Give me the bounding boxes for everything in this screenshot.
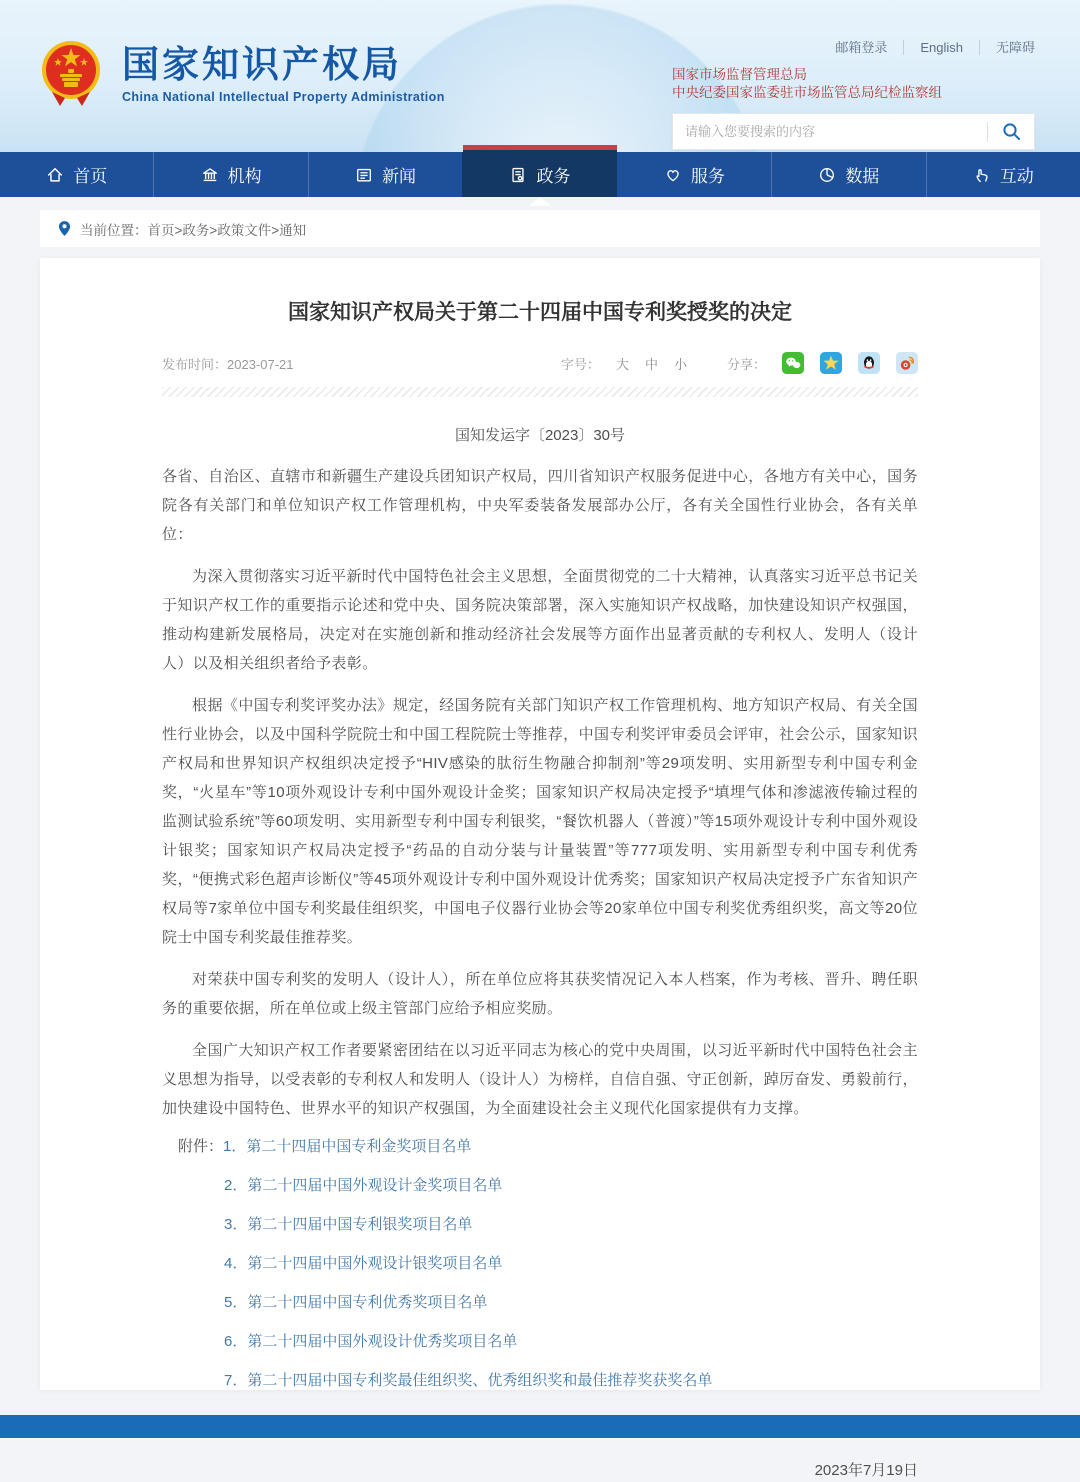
qzone-share-icon[interactable]	[820, 352, 842, 374]
attachment-link-2[interactable]: 2．第二十四届中国外观设计金奖项目名单	[224, 1177, 503, 1194]
fontsize-controls	[561, 354, 687, 373]
site-subtitle: China National Intellectual Property Administration	[122, 90, 445, 104]
article-title: 国家知识产权局关于第二十四届中国专利奖授奖的决定	[288, 301, 792, 324]
paragraph-salutation: 各省、自治区、直辖市和新疆生产建设兵团知识产权局，四川省知识产权服务促进中心，各地方有关中心，国务院各有关部门和单位知识产权工作管理机构，中央军委装备发展部办公厅，各有关全国性行业协会，各有关单位：	[162, 468, 918, 543]
national-emblem-icon	[38, 38, 104, 110]
main-nav	[0, 152, 1080, 197]
signature-date: 2023年7月19日	[814, 1462, 918, 1479]
related-agency-links	[672, 66, 1035, 102]
search-icon	[1002, 122, 1021, 141]
nav-tab-news[interactable]	[308, 152, 462, 197]
publish-info	[162, 354, 294, 373]
related-link-samr[interactable]: 国家市场监督管理总局	[672, 67, 807, 82]
article-card	[40, 258, 1040, 1479]
breadcrumb-label: 当前位置：	[80, 222, 148, 238]
home-icon	[46, 166, 64, 184]
wechat-share-icon[interactable]	[782, 352, 804, 374]
attachment-link-4[interactable]: 4．第二十四届中国外观设计银奖项目名单	[224, 1255, 503, 1272]
header-right	[672, 40, 1035, 150]
attachment-link-5[interactable]: 5．第二十四届中国专利优秀奖项目名单	[224, 1294, 488, 1311]
attachment-link-7[interactable]: 7．第二十四届中国专利奖最佳组织奖、优秀组织奖和最佳推荐奖获奖名单	[224, 1372, 713, 1389]
nav-label: 机构	[227, 167, 262, 186]
fontsize-medium-button[interactable]: 中	[644, 356, 658, 372]
nav-tab-services[interactable]	[617, 152, 771, 197]
nav-tab-home[interactable]	[0, 152, 153, 197]
english-link[interactable]: English	[903, 40, 979, 55]
institution-icon	[201, 166, 219, 184]
attachment-row	[178, 1136, 918, 1158]
footer-band	[0, 1415, 1080, 1438]
striped-divider	[162, 387, 918, 397]
attachments-label: 附件：	[178, 1138, 224, 1155]
attachments-list	[178, 1136, 918, 1392]
search-input[interactable]	[673, 114, 987, 149]
attachment-link-3[interactable]: 3．第二十四届中国专利银奖项目名单	[224, 1216, 473, 1233]
nav-tab-gov-affairs[interactable]	[462, 152, 616, 197]
related-link-discipline[interactable]: 中央纪委国家监委驻市场监管总局纪检监察组	[672, 85, 942, 100]
document-number: 国知发运字〔2023〕30号	[454, 427, 626, 444]
paragraph: 根据《中国专利奖评奖办法》规定，经国务院有关部门知识产权工作管理机构、地方知识产权局、有关全国性行业协会，以及中国科学院院士和中国工程院院士等推荐，中国专利奖评审委员会评审，社会公示，国家知识产权局和世界知识产权组织决定授予“HIV感染的肽衍生物融合抑制剂”等29项发明、实用新型专利中国专利金奖，“火星车”等10项外观设计专利中国外观设计金奖；国家知识产权局决定授予“填埋气体和渗滤液传输过程的监测试验系统”等60项发明、实用新型专利中国专利银奖，“餐饮机器人（普渡）”等15项外观设计专利中国外观设计银奖；国家知识产权局决定授予“药品的自动分装与计量装置”等777项发明、实用新型专利中国专利优秀奖，“便携式彩色超声诊断仪”等45项外观设计专利中国外观设计优秀奖；国家知识产权局决定授予广东省知识产权局等7家单位中国专利奖最佳组织奖，中国电子仪器行业协会等20家单位中国专利奖优秀组织奖，高文等20位院士中国专利奖最佳推荐奖。	[162, 697, 918, 946]
heart-hand-icon	[664, 166, 682, 184]
document-icon	[509, 166, 527, 184]
attachment-link-1[interactable]: 1．第二十四届中国专利金奖项目名单	[223, 1138, 472, 1155]
nav-label: 服务	[690, 167, 725, 186]
nav-label: 互动	[999, 167, 1034, 186]
publish-date: 2023-07-21	[227, 356, 294, 372]
article-meta-row	[162, 352, 918, 374]
breadcrumb-path[interactable]: 首页>政务>政策文件>通知	[147, 222, 307, 238]
attachment-link-6[interactable]: 6．第二十四届中国外观设计优秀奖项目名单	[224, 1333, 518, 1350]
location-pin-icon	[58, 220, 71, 237]
pie-chart-icon	[818, 166, 836, 184]
fontsize-large-button[interactable]: 大	[615, 356, 629, 372]
news-icon	[355, 166, 373, 184]
fontsize-label: 字号：	[560, 356, 600, 372]
search-button[interactable]	[988, 114, 1034, 149]
site-logo[interactable]	[38, 38, 445, 110]
publish-label: 发布时间：	[162, 356, 228, 372]
paragraph: 全国广大知识产权工作者要紧密团结在以习近平同志为核心的党中央周围，以习近平新时代中国特色社会主义思想为指导，以受表彰的专利权人和发明人（设计人）为榜样，自信自强、守正创新，踔厉奋发、勇毅前行，加快建设中国特色、世界水平的知识产权强国，为全面建设社会主义现代化国家提供有力支撑。	[162, 1042, 918, 1117]
nav-label: 数据	[845, 167, 880, 186]
breadcrumb	[40, 210, 1040, 247]
nav-label: 首页	[73, 167, 108, 186]
nav-tab-data[interactable]	[771, 152, 925, 197]
paragraph: 对荣获中国专利奖的发明人（设计人），所在单位应将其获奖情况记入本人档案，作为考核、晋升、聘任职务的重要依据，所在单位或上级主管部门应给予相应奖励。	[162, 971, 918, 1017]
utility-links	[672, 40, 1035, 56]
nav-label: 政务	[536, 167, 571, 186]
site-title: 国家知识产权局	[122, 44, 402, 85]
mail-login-link[interactable]: 邮箱登录	[835, 40, 888, 55]
fontsize-small-button[interactable]: 小	[673, 356, 687, 372]
share-controls	[727, 352, 918, 374]
hand-pointer-icon	[973, 166, 991, 184]
nav-tab-interaction[interactable]	[926, 152, 1080, 197]
search-bar	[672, 113, 1035, 150]
site-header	[0, 0, 1080, 152]
nav-label: 新闻	[382, 167, 417, 186]
paragraph: 为深入贯彻落实习近平新时代中国特色社会主义思想，全面贯彻党的二十大精神，认真落实习近平总书记关于知识产权工作的重要指示论述和党中央、国务院决策部署，深入实施知识产权战略，加快建设知识产权强国，推动构建新发展格局，决定对在实施创新和推动经济社会发展等方面作出显著贡献的专利权人、发明人（设计人）以及相关组织者给予表彰。	[162, 568, 918, 672]
accessibility-link[interactable]: 无障碍	[979, 40, 1035, 55]
share-label: 分享：	[726, 356, 766, 372]
weibo-share-icon[interactable]	[896, 352, 918, 374]
article-body	[162, 462, 918, 1123]
qq-share-icon[interactable]	[858, 352, 880, 374]
nav-tab-institution[interactable]	[153, 152, 307, 197]
